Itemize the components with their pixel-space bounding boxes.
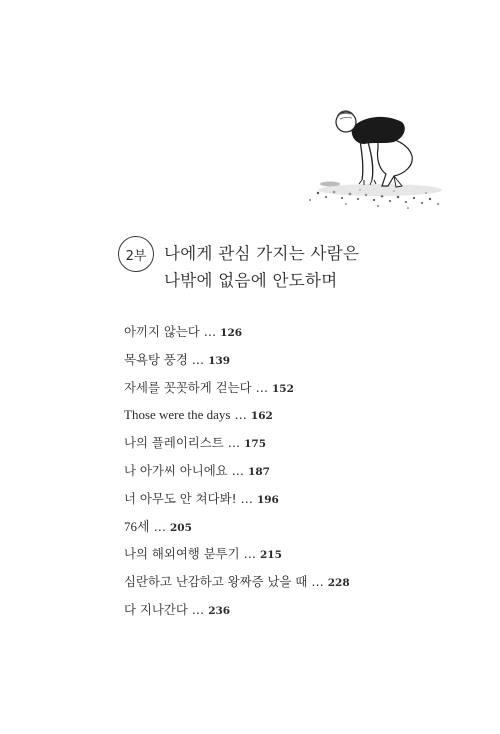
- toc-entry-page: 215: [260, 549, 282, 562]
- toc-entry-page: 162: [250, 410, 273, 423]
- toc-entry[interactable]: [124, 485, 464, 513]
- part-title-line-2: 나밖에 없음에 안도하며: [164, 271, 338, 290]
- toc-entry-page: 196: [256, 493, 279, 506]
- toc-entry-separator: …: [153, 518, 166, 534]
- toc-entry-separator: …: [311, 574, 324, 590]
- toc-entry-page: 228: [327, 577, 350, 590]
- toc-entry[interactable]: [124, 401, 464, 429]
- toc-entry-page: 126: [220, 327, 243, 339]
- toc-entry-separator: …: [255, 379, 268, 395]
- toc-entry-page: 152: [271, 382, 294, 395]
- toc-entry-page: 236: [208, 604, 231, 617]
- toc-entry-separator: …: [227, 435, 241, 451]
- part-header: [118, 236, 448, 306]
- toc-entry-separator: …: [243, 546, 256, 562]
- toc-entry-separator: …: [234, 407, 247, 423]
- part-title-line-1: 나에게 관심 가지는 사람은: [164, 244, 360, 263]
- toc-entry-title: 아끼지 않는다: [124, 324, 200, 339]
- toc-entry-title: 다 지나간다: [124, 601, 188, 617]
- toc-entry-title: 목욕탕 풍경: [124, 351, 188, 367]
- toc-entry-title: 너 아무도 안 쳐다봐!: [124, 490, 237, 506]
- toc-entry[interactable]: [124, 596, 464, 624]
- toc-entry-page: 175: [244, 438, 267, 451]
- toc-entry-page: 139: [208, 354, 231, 367]
- toc-entry[interactable]: [124, 568, 464, 596]
- woman-gathering-from-ground-icon: [290, 98, 450, 218]
- part-title: [164, 240, 359, 294]
- toc-entry-separator: …: [191, 601, 205, 617]
- toc-entry-page: 205: [169, 521, 192, 534]
- table-of-contents: [124, 318, 464, 624]
- toc-entry-title: Those were the days: [124, 407, 231, 423]
- toc-entry-separator: …: [240, 490, 253, 506]
- toc-entry[interactable]: [124, 457, 464, 485]
- toc-entry-title: 나 아가씨 아니에요: [124, 462, 228, 478]
- toc-entry[interactable]: [124, 429, 464, 457]
- toc-entry-title: 나의 플레이리스트: [124, 435, 224, 451]
- toc-entry-title: 심란하고 난감하고 왕짜증 났을 때: [124, 574, 308, 590]
- toc-entry[interactable]: [124, 318, 464, 346]
- toc-entry-separator: …: [203, 324, 217, 339]
- toc-entry[interactable]: [124, 346, 464, 374]
- toc-entry-separator: …: [231, 462, 245, 478]
- toc-entry-title: 76세: [124, 518, 150, 534]
- part-badge: 2부: [118, 236, 154, 272]
- toc-entry-title: 나의 해외여행 분투기: [124, 546, 240, 562]
- toc-entry-title: 자세를 꼿꼿하게 걷는다: [124, 379, 252, 395]
- toc-entry-separator: …: [191, 351, 205, 367]
- toc-entry[interactable]: [124, 540, 464, 568]
- toc-entry[interactable]: [124, 374, 464, 402]
- toc-entry[interactable]: [124, 513, 464, 541]
- toc-entry-page: 187: [248, 465, 270, 478]
